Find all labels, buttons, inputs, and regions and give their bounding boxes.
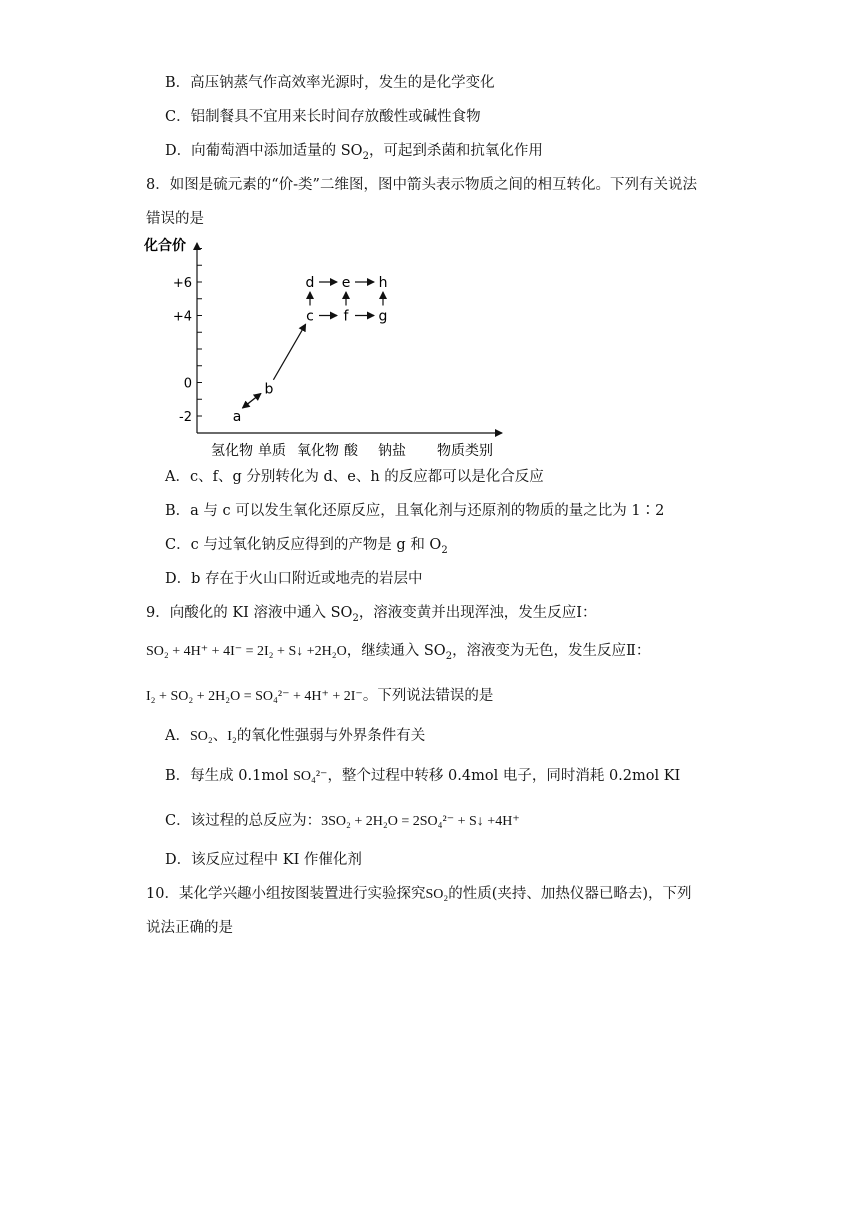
q7-option-b: B．高压钠蒸气作高效率光源时，发生的是化学变化 (165, 75, 495, 91)
valence-category-diagram (144, 233, 510, 463)
q7-option-d: D．向葡萄酒中添加适量的 $SO_2$，可起到杀菌和抗氧化作用 (165, 143, 543, 162)
x-axis-label: 物质类别 (437, 443, 493, 459)
y-axis-label: 化合价 (144, 238, 186, 254)
q9-stem-line3: I₂ + SO₂ + 2H₂O = SO₄²⁻ + 4H⁺ + 2I⁻。下列说法错误的是 (146, 688, 494, 704)
q9-option-a: A．SO₂、I₂的氧化性强弱与外界条件有关 (165, 728, 426, 744)
y-tick-label: -2 (179, 410, 192, 425)
q8-stem-line2: 错误的是 (146, 211, 204, 227)
q9-option-b: B．每生成 0.1mol SO₄²⁻，整个过程中转移 0.4mol 电子，同时消耗 0.2mol KI (165, 768, 681, 784)
q9-stem-line2: SO₂ + 4H⁺ + 4I⁻ = 2I₂ + S↓ +2H₂O，继续通入 $SO_2$，溶液变为无色，发生反应Ⅱ： (146, 643, 651, 662)
q9-stem-line1: 9．向酸化的 KI 溶液中通入 $SO_2$，溶液变黄并出现浑浊，发生反应Ⅰ： (146, 605, 597, 624)
point-g: g (378, 308, 388, 325)
reaction-1-equation: SO₂ + 4H⁺ + 4I⁻ = 2I₂ + S↓ +2H₂O (146, 644, 347, 659)
q8-option-c: C．c 与过氧化钠反应得到的产物是 g 和 $O_2$ (165, 537, 448, 556)
arrow-b-to-a (243, 394, 261, 408)
q8-option-b: B．a 与 c 可以发生氧化还原反应，且氧化剂与还原剂的物质的量之比为 1∶2 (165, 503, 665, 519)
point-h: h (378, 275, 388, 291)
q8-option-d: D．b 存在于火山口附近或地壳的岩层中 (165, 571, 423, 587)
q10-stem-line2: 说法正确的是 (146, 920, 233, 936)
arrow-b-to-c (273, 324, 305, 380)
point-a: a (232, 409, 242, 425)
q10-stem-line1: 10．某化学兴趣小组按图装置进行实验探究SO₂的性质(夹持、加热仪器已略去)，下列 (146, 886, 692, 902)
q9-option-d: D．该反应过程中 KI 作催化剂 (165, 852, 362, 868)
overall-reaction-equation: 3SO₂ + 2H₂O = 2SO₄²⁻ + S↓ +4H⁺ (321, 814, 520, 829)
point-e: e (341, 275, 351, 291)
x-category-label: 氧化物 (297, 443, 339, 459)
point-f: f (343, 308, 349, 325)
reaction-2-equation: I₂ + SO₂ + 2H₂O = SO₄²⁻ + 4H⁺ + 2I⁻ (146, 689, 363, 704)
q7-option-c: C．铝制餐具不宜用来长时间存放酸性或碱性食物 (165, 109, 481, 125)
y-tick-label: 0 (183, 376, 192, 392)
point-d: d (305, 275, 315, 291)
x-category-label: 氢化物 (211, 443, 253, 459)
x-category-label: 钠盐 (378, 443, 406, 459)
y-tick-label: +4 (172, 309, 192, 325)
point-c: c (306, 308, 314, 325)
point-b: b (264, 381, 274, 398)
q8-stem-line1: 8．如图是硫元素的“价-类”二维图，图中箭头表示物质之间的相互转化。下列有关说法 (146, 177, 697, 193)
x-category-label: 酸 (344, 443, 358, 459)
y-tick-label: +6 (172, 276, 192, 291)
q9-option-c: C．该过程的总反应为：3SO₂ + 2H₂O = 2SO₄²⁻ + S↓ +4H⁺ (165, 813, 520, 829)
q8-option-a: A．c、f、g 分别转化为 d、e、h 的反应都可以是化合反应 (165, 469, 544, 485)
x-category-label: 单质 (258, 443, 286, 459)
